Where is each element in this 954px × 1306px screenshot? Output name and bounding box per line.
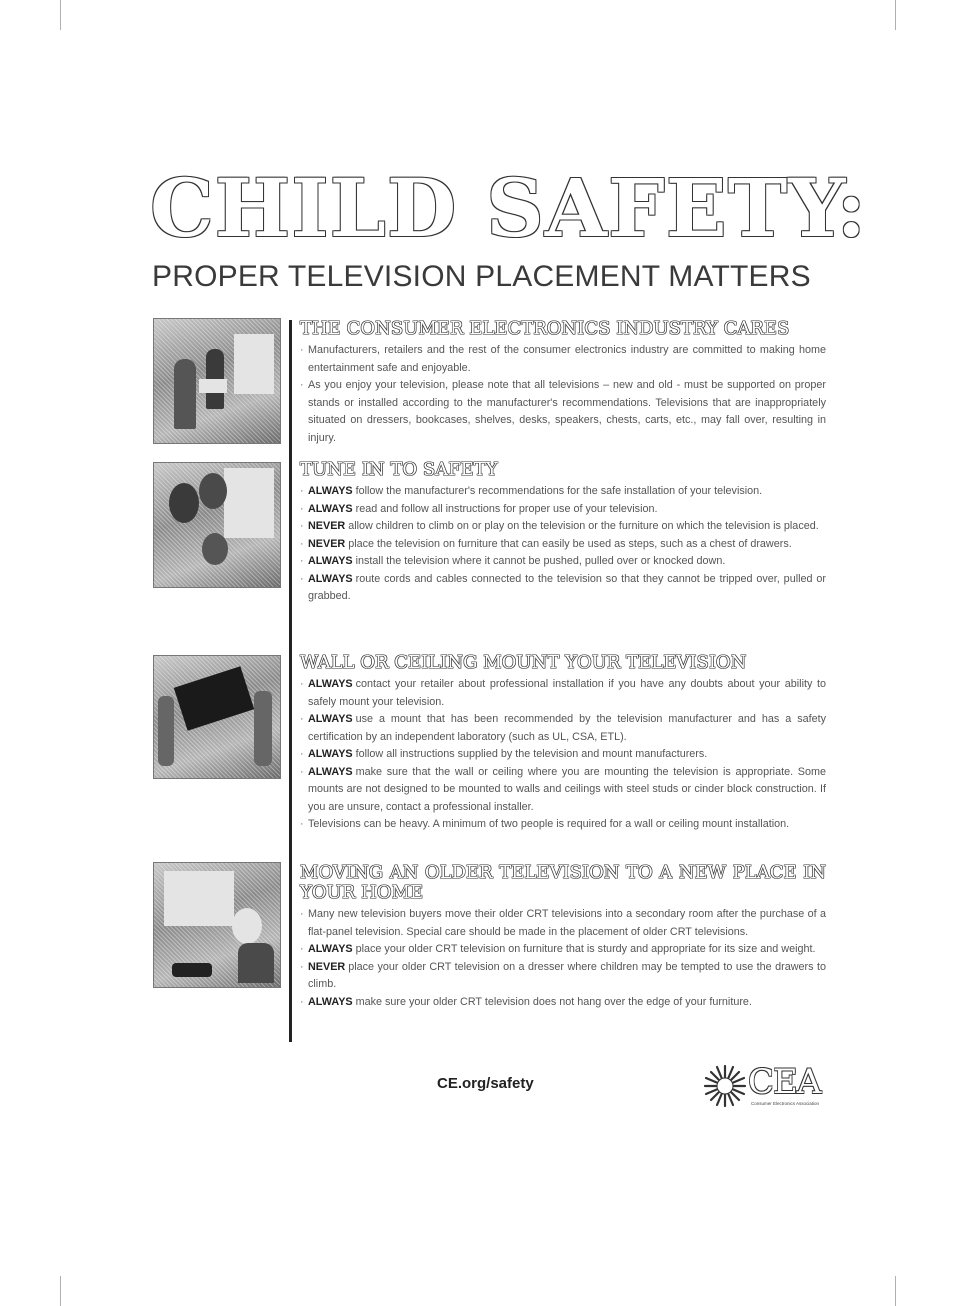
- logo-text: CEA: [748, 1062, 821, 1102]
- photo-child-with-crt-tv: [153, 862, 281, 988]
- photo-store-customers: [153, 318, 281, 444]
- photo-wall-mounted-tv: [153, 655, 281, 779]
- list-item: · As you enjoy your television, please note that all televisions – new and old - must be supported on proper stands or installed according to the manufacturer's recommendations. Televisions that are inappropriately situated on dressers, bookcases, shelves, desks, speakers, chests, carts, etc., may fall over, resulting in injury.: [300, 379, 826, 444]
- list-item: · ALWAYS use a mount that has been recommended by the television manufacturer and has a safety certification by an independent laboratory (such as UL, CSA, ETL).: [300, 713, 826, 743]
- poster-subtitle: PROPER TELEVISION PLACEMENT MATTERS: [152, 260, 811, 293]
- section-wall-ceiling-mount: [300, 653, 826, 834]
- cea-logo: [703, 1062, 833, 1112]
- list-item: · ALWAYS route cords and cables connected to the television so that they cannot be tripped over, pulled or grabbed.: [300, 572, 826, 602]
- section-heading: THE CONSUMER ELECTRONICS INDUSTRY CARES: [300, 318, 790, 339]
- crop-mark: [895, 0, 896, 30]
- footer-url-link[interactable]: CE.org/safety: [437, 1075, 534, 1092]
- list-item: · ALWAYS follow all instructions supplied by the television and mount manufacturers.: [300, 748, 708, 760]
- crop-mark: [60, 0, 61, 30]
- list-item: · ALWAYS read and follow all instructions for proper use of your television.: [300, 502, 658, 515]
- list-item: · ALWAYS install the television where it cannot be pushed, pulled over or knocked down.: [300, 555, 726, 567]
- starburst-icon: [703, 1064, 747, 1108]
- list-item: · Manufacturers, retailers and the rest of the consumer electronics industry are committed to making home entertainment safe and enjoyable.: [300, 344, 826, 374]
- section-moving-older-tv: [300, 863, 826, 1011]
- content-divider: [289, 320, 292, 1042]
- list-item: · NEVER place your older CRT television on a dresser where children may be tempted to use the drawers to climb.: [300, 960, 826, 990]
- section-heading: MOVING AN OLDER TELEVISION TO A NEW PLACE IN YOUR HOME: [300, 862, 826, 903]
- list-item: · ALWAYS follow the manufacturer's recommendations for the safe installation of your television.: [300, 485, 763, 497]
- photo-family-watching-tv: [153, 462, 281, 588]
- section-heading: WALL OR CEILING MOUNT YOUR TELEVISION: [300, 652, 747, 673]
- list-item: · ALWAYS make sure your older CRT television does not hang over the edge of your furniture.: [300, 995, 752, 1008]
- section-industry-cares: [300, 319, 826, 447]
- logo-subtext: Consumer Electronics Association: [751, 1101, 820, 1106]
- list-item: · ALWAYS place your older CRT television on furniture that is sturdy and appropriate for its size and weight.: [300, 943, 816, 955]
- crop-mark: [895, 1276, 896, 1306]
- section-heading: TUNE IN TO SAFETY: [300, 459, 498, 480]
- list-item: · NEVER place the television on furniture that can easily be used as steps, such as a chest of drawers.: [300, 537, 792, 550]
- list-item: · ALWAYS contact your retailer about professional installation if you have any doubts about your ability to safely mount your television.: [300, 678, 826, 708]
- list-item: · NEVER allow children to climb on or play on the television or the furniture on which the television is placed.: [300, 520, 819, 532]
- crop-mark: [60, 1276, 61, 1306]
- list-item: · Many new television buyers move their older CRT televisions into a secondary room after the purchase of a flat-panel television. Special care should be made in the placement of older CRT televisions.: [300, 908, 826, 938]
- section-tune-in-to-safety: [300, 460, 826, 606]
- list-item: · ALWAYS make sure that the wall or ceiling where you are mounting the television is appropriate. Some mounts are not designed to be mounted to walls and ceilings with steel studs or cinder block construction. If you are unsure, contact a professional installer.: [300, 765, 826, 813]
- list-item: · Televisions can be heavy. A minimum of two people is required for a wall or ceiling mount installation.: [300, 818, 790, 830]
- poster-title: CHILD SAFETY:: [150, 161, 868, 255]
